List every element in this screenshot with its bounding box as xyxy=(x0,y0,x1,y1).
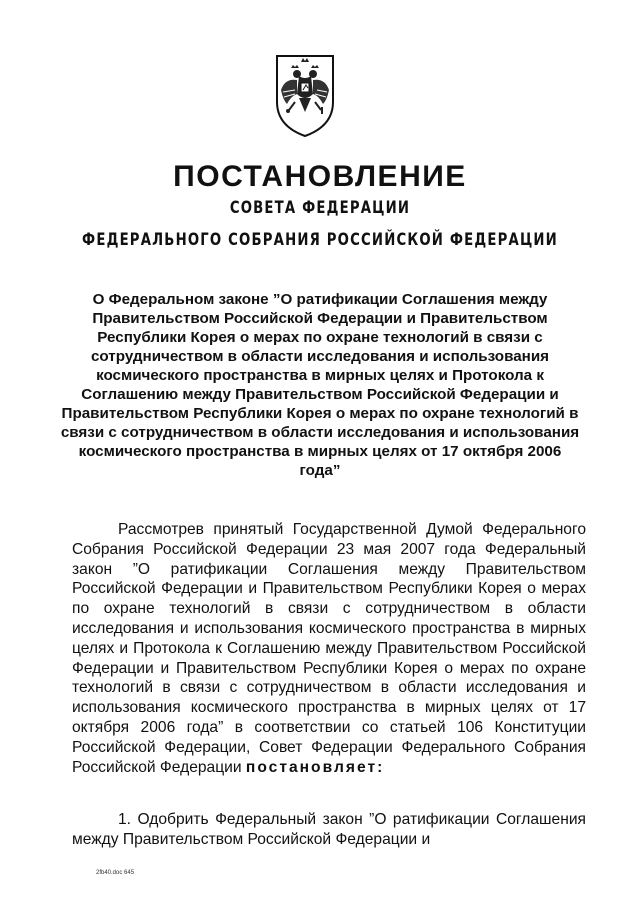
coat-of-arms-emblem xyxy=(273,50,337,138)
resolution-subject: О Федеральном законе ”О ратификации Соглашения между Правительством Российской Федерации и Правительством Республики Корея о мерах по охране технологий в связи с сотрудничеством в области исследования и использования космического пространства в мирных целях и Протокола к Соглашению между Правительством Российской Федерации и Правительством Республики Корея о мерах по охране технологий в связи с сотрудничеством в области исследования и использования космического пространства в мирных целях от 17 октября 2006 года” xyxy=(60,291,580,479)
preamble-paragraph xyxy=(72,520,586,777)
preamble-text: Рассмотрев принятый Государственной Думой Федерального Собрания Российской Федерации 23 мая 2007 года Федеральный закон ”О ратификации Соглашения между Правительством Российской Федерации и Правительством Республики Корея о мерах по охране технологий в связи с сотрудничеством в области исследования и использования космического пространства в мирных целях и Протокола к Соглашению между Правительством Российской Федерации и Правительством Республики Корея о мерах по охране технологий в связи с сотрудничеством в области исследования и использования космического пространства в мирных целях от 17 октября 2006 года” в соответствии со статьей 106 Конституции Российской Федерации, Совет Федерации Федерального Собрания Российской Федерации xyxy=(72,521,586,776)
document-code: 2fb40.doc 645 xyxy=(96,870,135,876)
point-1-paragraph: 1. Одобрить Федеральный закон ”О ратификации Соглашения между Правительством Российской Федерации и xyxy=(72,811,586,848)
document-title: ПОСТАНОВЛЕНИЕ xyxy=(173,160,467,193)
russian-coat-of-arms-icon xyxy=(273,50,337,138)
resolves-word: постановляет: xyxy=(245,758,385,776)
issuer-line-1: СОВЕТА ФЕДЕРАЦИИ xyxy=(229,198,411,218)
issuer-line-2: ФЕДЕРАЛЬНОГО СОБРАНИЯ РОССИЙСКОЙ ФЕДЕРАЦИИ xyxy=(82,230,558,250)
